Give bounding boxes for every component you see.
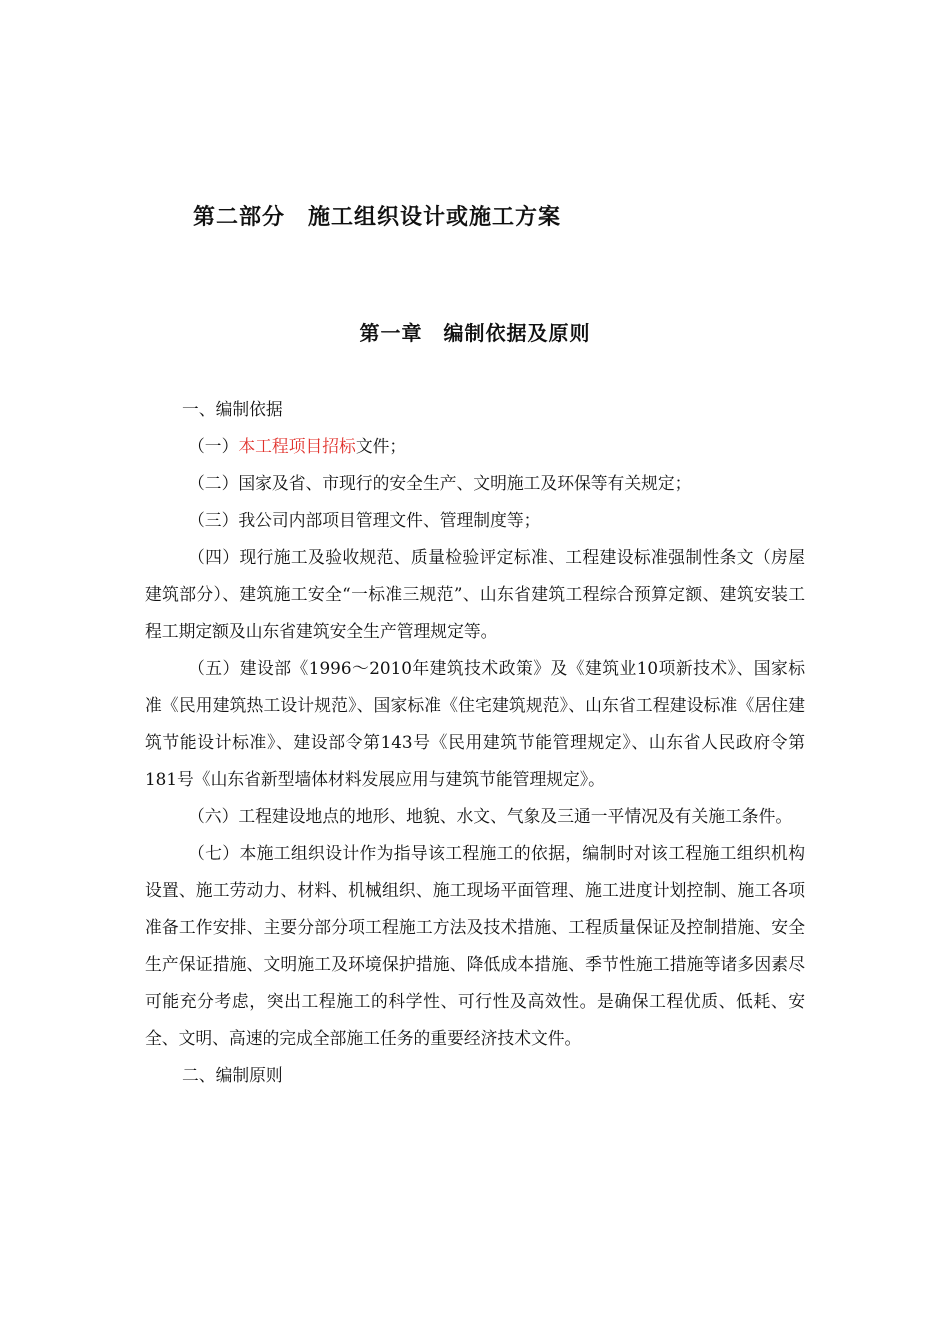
- basis-item-6: （六）工程建设地点的地形、地貌、水文、气象及三通一平情况及有关施工条件。: [188, 806, 793, 826]
- section-heading-basis: 一、编制依据: [182, 399, 283, 419]
- basis-item-4: （四）现行施工及验收规范、质量检验评定标准、工程建设标准强制性条文（房屋建筑部分）、建筑施工安全“一标准三规范”、山东省建筑工程综合预算定额、建筑安装工程工期定额及山东省建筑安全生产管理规定等。: [145, 547, 805, 641]
- chapter-title: 第一章 编制依据及原则: [359, 321, 591, 345]
- basis-item-5: （五）建设部《1996～2010年建筑技术政策》及《建筑业10项新技术》、国家标准《民用建筑热工设计规范》、国家标准《住宅建筑规范》、山东省工程建设标准《居住建筑节能设计标准》、建设部令第143号《民用建筑节能管理规定》、山东省人民政府令第181号《山东省新型墙体材料发展应用与建筑节能管理规定》。: [145, 658, 805, 789]
- item-1-prefix: （一）: [188, 436, 239, 456]
- part-title: 第二部分 施工组织设计或施工方案: [193, 205, 562, 230]
- item-1-suffix: 文件；: [355, 436, 407, 456]
- basis-item-1: [145, 428, 805, 465]
- section-heading-principles: 二、编制原则: [182, 1065, 283, 1085]
- basis-item-7: （七）本施工组织设计作为指导该工程施工的依据，编制时对该工程施工组织机构设置、施工劳动力、材料、机械组织、施工现场平面管理、施工进度计划控制、施工各项准备工作安排、主要分部分项工程施工方法及技术措施、工程质量保证及控制措施、安全生产保证措施、文明施工及环境保护措施、降低成本措施、季节性施工措施等诸多因素尽可能充分考虑，突出工程施工的科学性、可行性及高效性。是确保工程优质、低耗、安全、文明、高速的完成全部施工任务的重要经济技术文件。: [145, 843, 805, 1048]
- basis-item-3: （三）我公司内部项目管理文件、管理制度等；: [188, 510, 541, 530]
- basis-item-2: （二）国家及省、市现行的安全生产、文明施工及环保等有关规定；: [188, 473, 692, 493]
- highlighted-text: 本工程项目招标: [238, 436, 356, 456]
- document-body: [145, 391, 805, 1094]
